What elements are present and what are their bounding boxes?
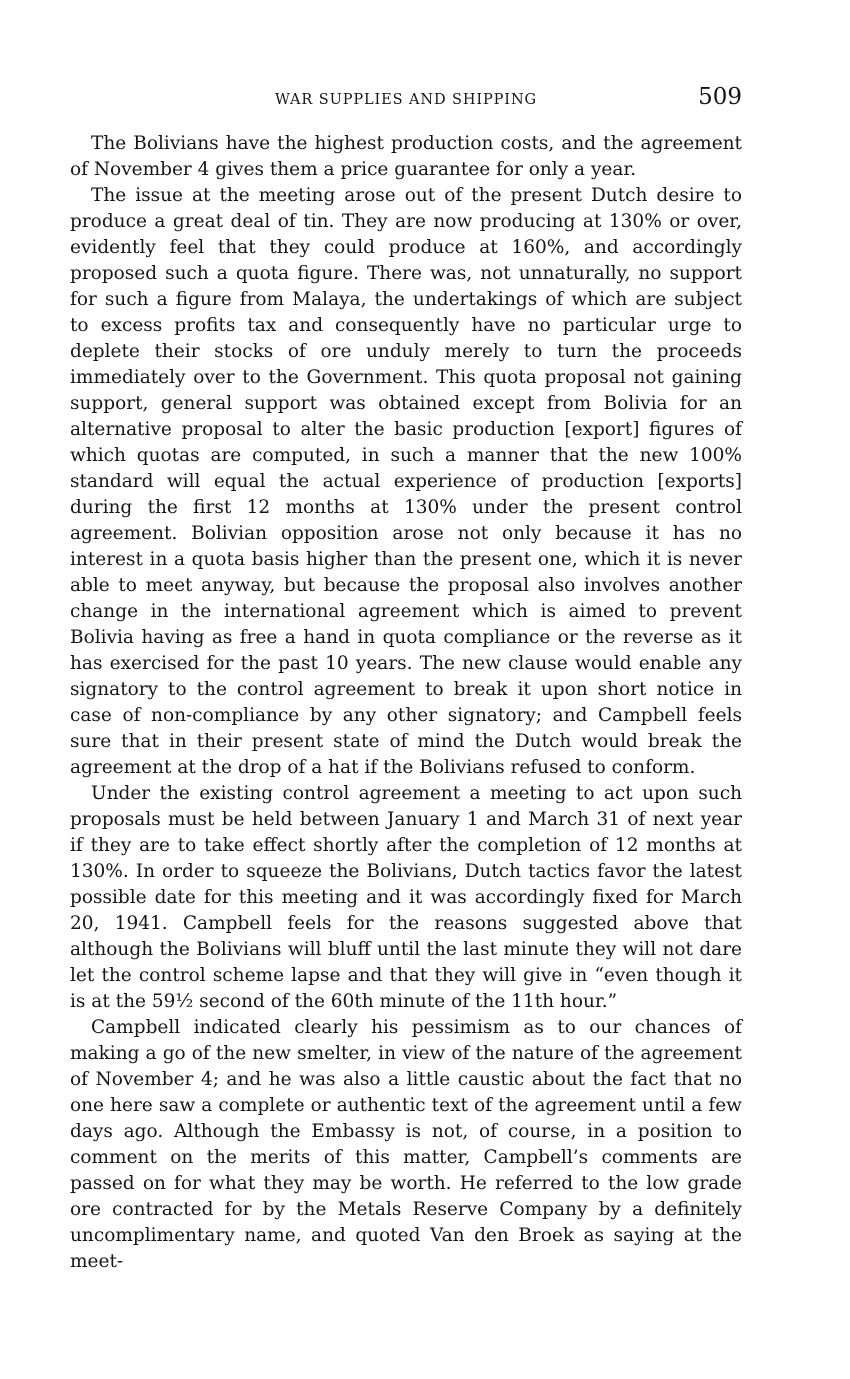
running-header <box>70 84 742 114</box>
body-text <box>70 131 742 1275</box>
paragraph: Under the existing control agreement a meeting to act upon such proposals must be held between January 1 and March 31 of next year if they are to take effect shortly after the completion of 12 months at 130%. In order to squeeze the Bolivians, Dutch tactics favor the latest possible date for this meeting and it was accordingly fixed for March 20, 1941. Campbell feels for the reasons suggested above that although the Bolivians will bluff until the last minute they will not dare let the control scheme lapse and that they will give in “even though it is at the 59½ second of the 60th minute of the 11th hour.” <box>70 783 742 1012</box>
page-number: 509 <box>698 84 742 110</box>
paragraph: Campbell indicated clearly his pessimism as to our chances of making a go of the new smelter, in view of the nature of the agreement of November 4; and he was also a little caustic about the fact that no one here saw a complete or authentic text of the agreement until a few days ago. Although the Embassy is not, of course, in a position to comment on the merits of this matter, Campbell’s comments are passed on for what they may be worth. He referred to the low grade ore contracted for by the Metals Reserve Company by a definitely uncomplimentary name, and quoted Van den Broek as saying at the meet- <box>70 1017 742 1272</box>
paragraph: The issue at the meeting arose out of the present Dutch desire to produce a great deal of tin. They are now producing at 130% or over, evidently feel that they could produce at 160%, and accordingly proposed such a quota figure. There was, not unnaturally, no support for such a figure from Malaya, the undertakings of which are subject to excess profits tax and consequently have no particular urge to deplete their stocks of ore unduly merely to turn the proceeds immediately over to the Government. This quota proposal not gaining support, general support was obtained except from Bolivia for an alternative proposal to alter the basic production [export] figures of which quotas are computed, in such a manner that the new 100% standard will equal the actual experience of production [exports] during the first 12 months at 130% under the present control agreement. Bolivian opposition arose not only because it has no interest in a quota basis higher than the present one, which it is never able to meet anyway, but because the proposal also involves another change in the international agreement which is aimed to prevent Bolivia having as free a hand in quota compliance or the reverse as it has exercised for the past 10 years. The new clause would enable any signatory to the control agreement to break it upon short notice in case of non-compliance by any other signatory; and Campbell feels sure that in their present state of mind the Dutch would break the agreement at the drop of a hat if the Bolivians refused to conform. <box>70 185 742 778</box>
paragraph: The Bolivians have the highest production costs, and the agreement of November 4 gives them a price guarantee for only a year. <box>70 133 742 180</box>
running-head-title: WAR SUPPLIES AND SHIPPING <box>274 92 538 108</box>
